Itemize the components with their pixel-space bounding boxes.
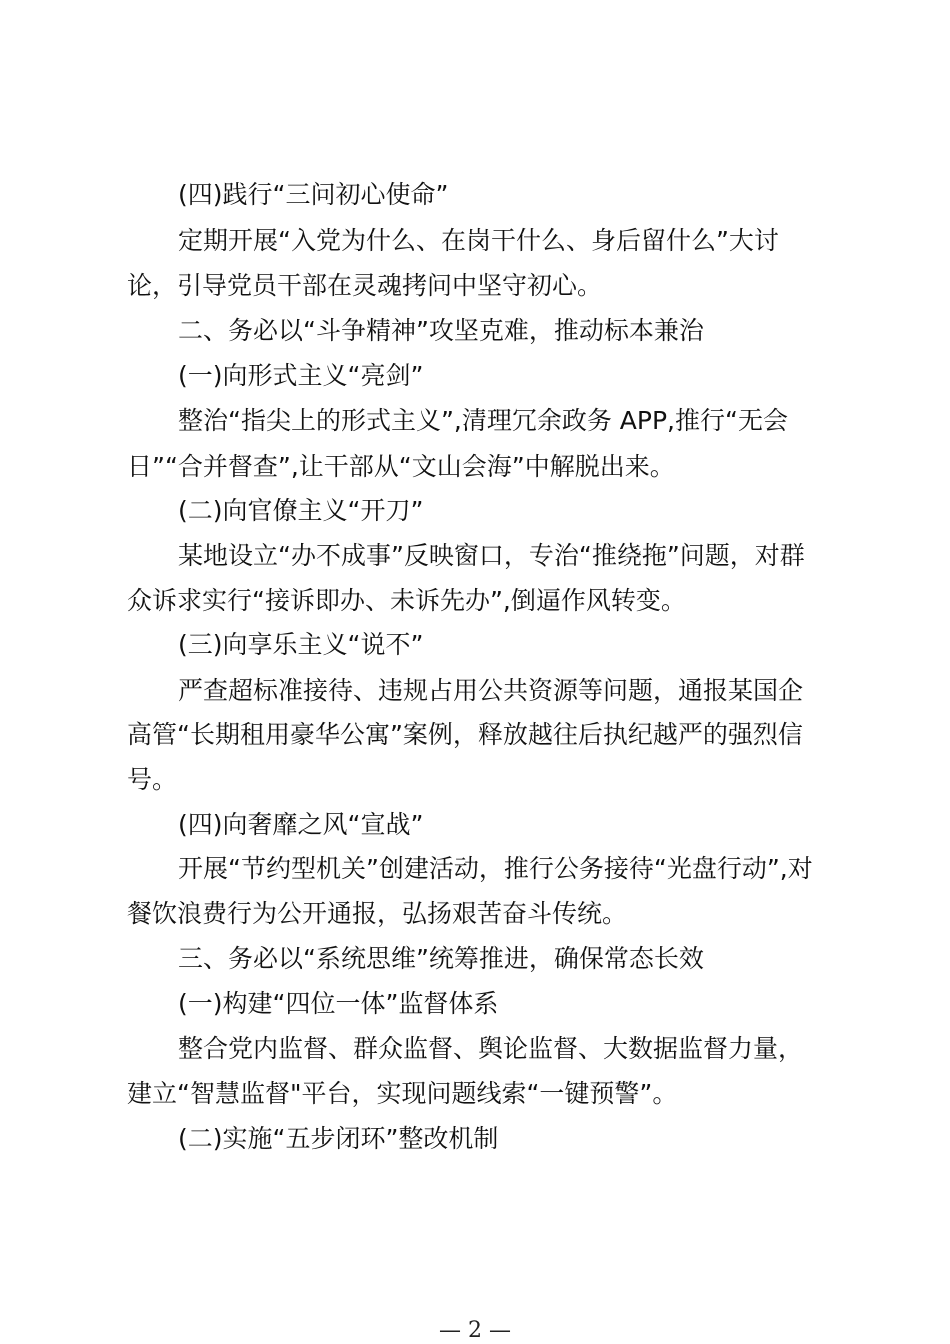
- section-heading-3: 三、务必以“系统思维”统筹推进，确保常态长效: [178, 944, 704, 973]
- subheading-supervision: (一)构建“四位一体”监督体系: [178, 989, 499, 1018]
- paragraph-line: 餐饮浪费行为公开通报，弘扬艰苦奋斗传统。: [127, 899, 628, 928]
- subheading-hedonism: (三)向享乐主义“说不”: [178, 630, 424, 659]
- paragraph-line: 号。: [127, 765, 178, 794]
- section-heading-2: 二、务必以“斗争精神”攻坚克难，推动标本兼治: [178, 316, 704, 345]
- paragraph-line: 整治“指尖上的形式主义”,清理冗余政务 APP,推行“无会: [178, 406, 788, 435]
- paragraph-line: 定期开展“入党为什么、在岗干什么、身后留什么”大讨: [178, 226, 779, 255]
- subheading-formalism: (一)向形式主义“亮剑”: [178, 361, 424, 390]
- page-number: — 2 —: [439, 1318, 511, 1343]
- subheading-bureaucratism: (二)向官僚主义“开刀”: [178, 496, 424, 525]
- paragraph-line: 建立“智慧监督"平台，实现问题线索“一键预警”。: [127, 1079, 678, 1108]
- paragraph-line: 严查超标准接待、违规占用公共资源等问题，通报某国企: [178, 676, 804, 705]
- subheading-extravagance: (四)向奢靡之风“宣战”: [178, 810, 424, 839]
- paragraph-line: 众诉求实行“接诉即办、未诉先办”,倒逼作风转变。: [127, 586, 686, 615]
- subheading-rectification: (二)实施“五步闭环”整改机制: [178, 1124, 499, 1153]
- paragraph-line: 整合党内监督、群众监督、舆论监督、大数据监督力量，: [178, 1034, 804, 1063]
- subheading-4-practice: (四)践行“三问初心使命”: [178, 180, 449, 209]
- paragraph-line: 高管“长期租用豪华公寓”案例，释放越往后执纪越严的强烈信: [127, 720, 803, 749]
- paragraph-line: 开展“节约型机关”创建活动，推行公务接待“光盘行动”,对: [178, 854, 813, 883]
- paragraph-line: 论，引导党员干部在灵魂拷问中坚守初心。: [127, 271, 603, 300]
- paragraph-line: 某地设立“办不成事”反映窗口，专治“推绕拖”问题，对群: [178, 541, 805, 570]
- paragraph-line: 日”“合并督查”,让干部从“文山会海”中解脱出来。: [127, 452, 675, 481]
